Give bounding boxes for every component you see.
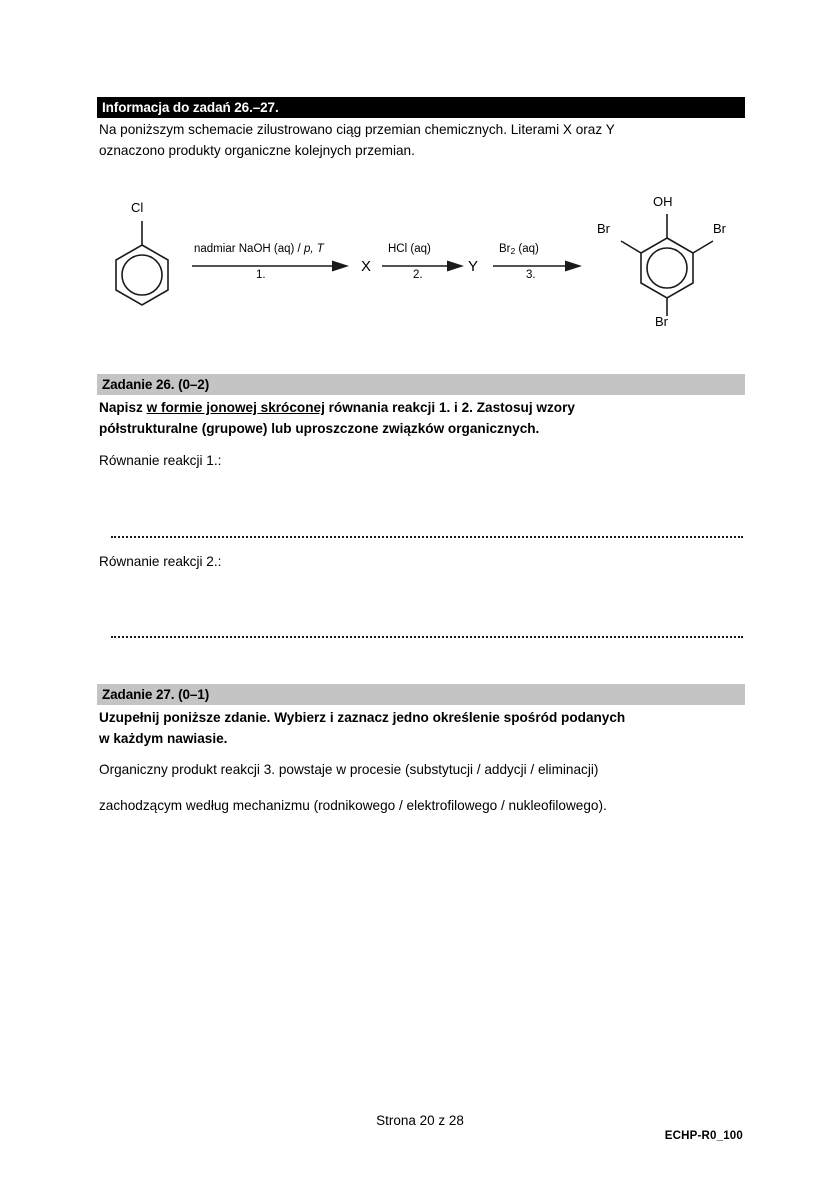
step3-reagent-element: Br xyxy=(499,243,511,255)
equation-2-answer-line[interactable] xyxy=(111,634,743,638)
information-paragraph-line-1: Na poniższym schemacie zilustrowano ciąg przemian chemicznych. Literami X oraz Y xyxy=(99,122,615,137)
information-header-bar xyxy=(97,97,745,118)
task-27-instruction xyxy=(99,707,759,749)
bromine-right-label: Br xyxy=(713,221,726,236)
information-paragraph xyxy=(99,119,759,161)
task-26-header-text: Zadanie 26. (0–2) xyxy=(102,377,210,392)
task-27-header-bar xyxy=(97,684,745,705)
tribromophenol-structure-icon xyxy=(597,188,757,338)
step2-reagent-label: HCl (aq) xyxy=(388,243,431,255)
equation-1-answer-line[interactable] xyxy=(111,534,743,538)
step1-reagent-label xyxy=(194,243,324,255)
step3-reagent-state: (aq) xyxy=(515,243,539,255)
information-paragraph-line-2: oznaczono produkty organiczne kolejnych przemian. xyxy=(99,143,415,158)
step3-number-label: 3. xyxy=(526,269,536,281)
bromine-bottom-label: Br xyxy=(655,314,668,329)
step1-reagent-text: nadmiar NaOH (aq) / xyxy=(194,243,304,255)
task-26-header-bar xyxy=(97,374,745,395)
task-27-header-text: Zadanie 27. (0–1) xyxy=(102,687,210,702)
task-26-instruction-line-1 xyxy=(99,397,759,418)
footer-document-code: ECHP-R0_100 xyxy=(664,1130,743,1142)
equation-1-label: Równanie reakcji 1.: xyxy=(99,453,222,468)
task-27-sentence-line-1[interactable]: Organiczny produkt reakcji 3. powstaje w procesie (substytucji / addycji / eliminacji) xyxy=(99,762,599,777)
information-header-text: Informacja do zadań 26.–27. xyxy=(102,100,279,115)
reaction-arrow-2-icon xyxy=(382,260,472,276)
equation-2-label: Równanie reakcji 2.: xyxy=(99,554,222,569)
task-26-instruction-line-2: półstrukturalne (grupowe) lub uproszczone związków organicznych. xyxy=(99,421,540,436)
task-26-instruction-pre: Napisz xyxy=(99,400,147,415)
intermediate-x-label: X xyxy=(361,258,372,275)
step3-reagent-subscript: 2 xyxy=(510,246,516,256)
reaction-arrow-3-icon xyxy=(493,260,588,276)
footer-page-number: Strona 20 z 28 xyxy=(376,1113,464,1128)
task-27-instruction-line-1: Uzupełnij poniższe zdanie. Wybierz i zaznacz jedno określenie spośród podanych xyxy=(99,710,626,725)
task-26-instruction xyxy=(99,397,759,439)
step2-number-label: 2. xyxy=(413,269,423,281)
step1-number-label: 1. xyxy=(256,269,266,281)
task-27-instruction-line-2: w każdym nawiasie. xyxy=(99,731,228,746)
task-27-sentence-line-2[interactable]: zachodzącym według mechanizmu (rodnikowego / elektrofilowego / nukleofilowego). xyxy=(99,798,607,813)
task-26-instruction-underlined: w formie jonowej skróconej xyxy=(146,400,325,415)
hydroxyl-group-label: OH xyxy=(653,194,673,209)
chlorine-atom-label: Cl xyxy=(131,200,144,215)
intermediate-y-label: Y xyxy=(468,258,479,275)
task-26-instruction-post: równania reakcji 1. i 2. Zastosuj wzory xyxy=(324,400,575,415)
step1-conditions-text: p, T xyxy=(303,243,324,255)
bromine-left-label: Br xyxy=(597,221,610,236)
step3-reagent-label xyxy=(499,243,539,256)
reaction-arrow-1-icon xyxy=(192,260,352,276)
reaction-scheme-figure xyxy=(97,188,747,338)
